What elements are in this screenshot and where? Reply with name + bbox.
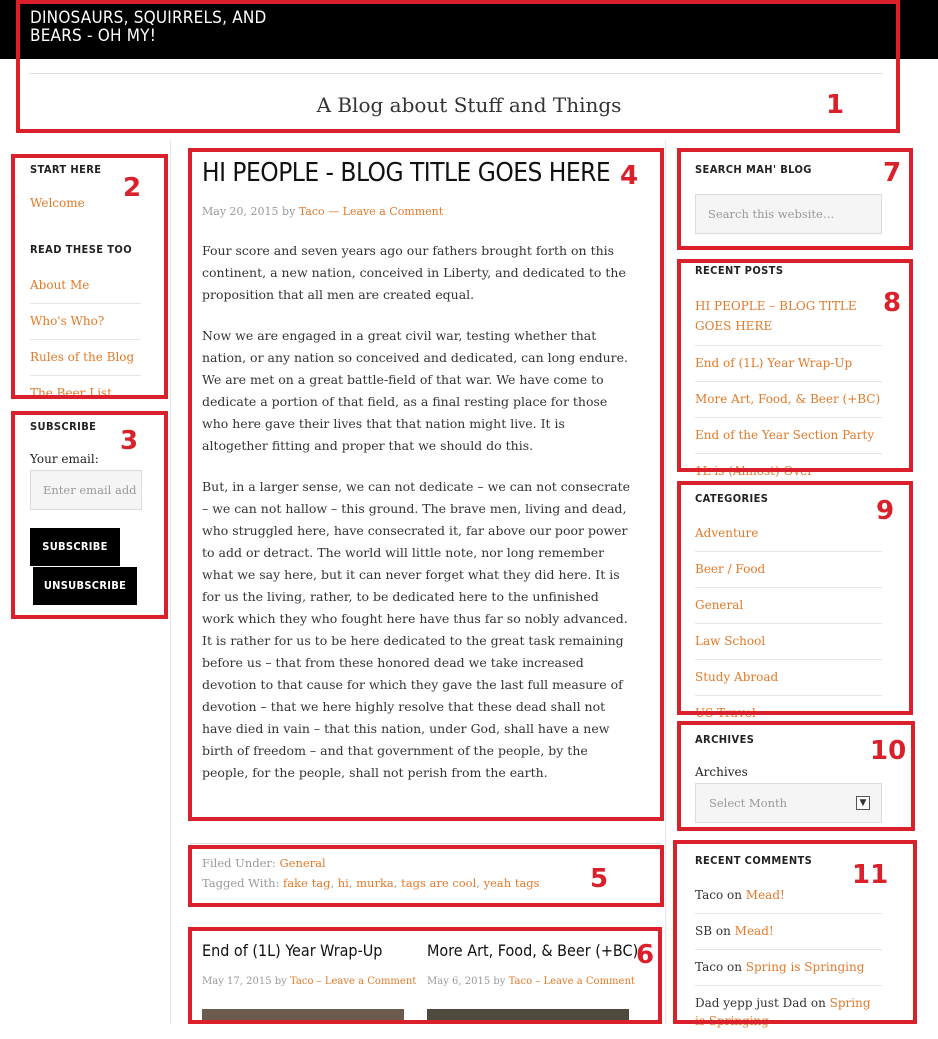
tag-link[interactable]: yeah tags <box>483 876 540 890</box>
recent-posts-title: RECENT POSTS <box>695 264 784 277</box>
comment-on: on <box>810 996 826 1010</box>
tag-link[interactable]: fake tag <box>283 876 331 890</box>
related-post-title[interactable]: End of (1L) Year Wrap-Up <box>202 941 383 960</box>
annotation-number: 1 <box>826 90 845 120</box>
comment-on: on <box>727 888 742 902</box>
archives-label: Archives <box>695 765 748 779</box>
category-link[interactable]: Study Abroad <box>695 660 882 696</box>
start-here-title: START HERE <box>30 163 102 176</box>
related-by: by <box>274 976 287 987</box>
comment-author: Taco <box>695 888 724 902</box>
search-widget-title: SEARCH MAH' BLOG <box>695 163 812 176</box>
comment-author: Dad yepp just Dad <box>695 996 808 1010</box>
annotation-number: 2 <box>123 173 142 203</box>
annotation-number: 8 <box>883 288 902 318</box>
related-comment-link[interactable]: Leave a Comment <box>543 976 635 987</box>
annotation-box-navigation <box>11 154 168 399</box>
sidebar-item-rules[interactable]: Rules of the Blog <box>30 340 141 376</box>
search-input[interactable]: Search this website… <box>695 194 882 234</box>
recent-post-link[interactable]: End of (1L) Year Wrap-Up <box>695 346 882 382</box>
annotation-box-post <box>188 148 664 821</box>
category-link[interactable]: Adventure <box>695 516 882 552</box>
site-tagline: A Blog about Stuff and Things <box>316 93 622 117</box>
annotation-number: 6 <box>636 940 655 970</box>
recent-post-link[interactable]: 1L is (Almost) Over <box>695 464 813 478</box>
comment-post-link[interactable]: Spring is Springing <box>745 960 865 974</box>
related-dash: – <box>316 976 322 987</box>
category-link[interactable]: US Travel <box>695 706 756 720</box>
chevron-down-icon[interactable]: ▼ <box>856 796 870 810</box>
related-by: by <box>493 976 506 987</box>
site-title[interactable]: DINOSAURS, SQUIRRELS, AND BEARS - OH MY! <box>30 8 267 46</box>
email-label: Your email: <box>30 452 99 466</box>
post-paragraph: Now we are engaged in a great civil war, testing whether that nation, or any nation so conceived and dedicated, can long endure. We are met on a great battle-field of that war. We have come to dedicate a portion of that field, as a final resting place for those who here gave their lives that that nation might live. It is altogether fitting and proper that we should do this. <box>202 328 629 453</box>
annotation-box-header <box>16 0 900 133</box>
unsubscribe-button[interactable]: UNSUBSCRIBE <box>33 567 137 605</box>
annotation-number: 11 <box>852 860 889 890</box>
comment-author: SB <box>695 924 713 938</box>
post-paragraph: But, in a larger sense, we can not dedicate – we can not consecrate – we can not hallow – this ground. The brave men, living and dead, who struggled here, have consecrated it, far above our poor power to add or detract. The world will little note, nor long remember what we say here, but it can never forget what they did here. It is for us the living, rather, to be dedicated here to the unfinished work which they who fought here have thus far so nobly advanced. It is rather for us to be here dedicated to the great task remaining before us – that from these honored dead we take increased devotion to that cause for which they gave the last full measure of devotion – that we here highly resolve that these dead shall not have died in vain – that this nation, under God, shall have a new birth of freedom – and that government of the people, by the people, for the people, shall not perish from the earth. <box>202 479 630 780</box>
annotation-box-search <box>677 148 913 250</box>
sidebar-item-beer-list[interactable]: The Beer List <box>30 386 113 400</box>
annotation-number: 10 <box>870 736 907 766</box>
sidebar-item-welcome[interactable]: Welcome <box>30 196 85 210</box>
annotation-number: 9 <box>876 496 895 526</box>
related-date: May 17, 2015 <box>202 976 272 987</box>
archives-select-value: Select Month <box>709 796 788 810</box>
related-author-link[interactable]: Taco <box>508 976 533 987</box>
recent-post-link[interactable]: More Art, Food, & Beer (+BC) <box>695 382 882 418</box>
tagged-label: Tagged With: <box>202 876 280 890</box>
tagged-with: Tagged With: fake tag, hi, murka, tags are cool, yeah tags <box>202 876 540 890</box>
subscribe-title: SUBSCRIBE <box>30 420 97 433</box>
post-by: by <box>282 205 296 218</box>
filed-label: Filed Under: <box>202 856 276 870</box>
sidebar-item-whos-who[interactable]: Who's Who? <box>30 304 141 340</box>
filed-category-link[interactable]: General <box>279 856 326 870</box>
tag-link[interactable]: tags are cool <box>401 876 477 890</box>
categories-title: CATEGORIES <box>695 492 769 505</box>
annotation-box-subscribe <box>11 411 168 619</box>
annotation-number: 3 <box>120 426 139 456</box>
right-column-divider <box>665 140 666 1024</box>
comment-on: on <box>715 924 731 938</box>
category-link[interactable]: Law School <box>695 624 882 660</box>
read-these-title: READ THESE TOO <box>30 243 133 256</box>
email-input[interactable]: Enter email add <box>30 470 142 510</box>
category-link[interactable]: Beer / Food <box>695 552 882 588</box>
comment-on: on <box>727 960 742 974</box>
related-date: May 6, 2015 <box>427 976 491 987</box>
post-footer-divider <box>190 843 662 844</box>
post-title[interactable]: HI PEOPLE - BLOG TITLE GOES HERE <box>202 158 611 188</box>
post-meta-dash: — <box>328 205 340 218</box>
annotation-number: 4 <box>620 161 639 191</box>
subscribe-button[interactable]: SUBSCRIBE <box>30 528 120 566</box>
post-author-link[interactable]: Taco <box>298 205 325 218</box>
comment-post-link[interactable]: Mead! <box>745 888 785 902</box>
tag-link[interactable]: murka <box>356 876 394 890</box>
post-comment-link[interactable]: Leave a Comment <box>342 205 444 218</box>
annotation-number: 7 <box>883 158 902 188</box>
related-post-title[interactable]: More Art, Food, & Beer (+BC) <box>427 941 639 960</box>
recent-post-link[interactable]: HI PEOPLE – BLOG TITLE GOES HERE <box>695 288 882 346</box>
related-author-link[interactable]: Taco <box>290 976 314 987</box>
related-comment-link[interactable]: Leave a Comment <box>324 976 417 987</box>
comment-post-link[interactable]: Spring is Springing <box>695 996 871 1028</box>
recent-comments-title: RECENT COMMENTS <box>695 854 813 867</box>
recent-post-link[interactable]: End of the Year Section Party <box>695 418 882 454</box>
left-column-divider <box>170 140 171 1024</box>
comment-author: Taco <box>695 960 724 974</box>
annotation-box-related-posts <box>188 927 662 1024</box>
tag-link[interactable]: hi <box>337 876 349 890</box>
archives-title: ARCHIVES <box>695 733 755 746</box>
related-dash: – <box>535 976 541 987</box>
post-date: May 20, 2015 <box>202 205 279 218</box>
post-paragraph: Four score and seven years ago our fathers brought forth on this continent, a new nation, conceived in Liberty, and dedicated to the proposition that all men are created equal. <box>202 243 626 302</box>
comment-post-link[interactable]: Mead! <box>734 924 774 938</box>
annotation-number: 5 <box>590 864 609 894</box>
annotation-box-recent-posts <box>677 259 913 472</box>
sidebar-item-about-me[interactable]: About Me <box>30 268 141 304</box>
category-link[interactable]: General <box>695 588 882 624</box>
